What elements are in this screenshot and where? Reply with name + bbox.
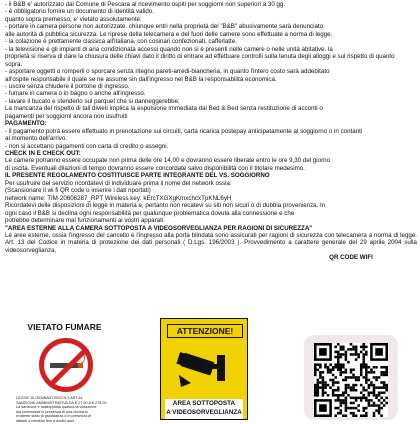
video-sign-line-1: AREA SOTTOPOSTA (172, 400, 236, 407)
rules-heading: IL PRESENTE REGOLAMENTO COSTITUISCE PARTE INTEGRANTE DEL VS. SOGGIORNO (5, 172, 270, 180)
payment-heading: PAGAMENTO: (5, 120, 47, 128)
payment-line: al momento dell'arrivo. (5, 135, 68, 143)
rule-line: - uscire senza chiudere il portone di ingresso. (5, 82, 130, 90)
video-paragraph: Le aree esterne, ossia l'ingresso del cancello e l'ingresso alla porta blindata sono assicurati per ragioni di sicurezza con telecamera a norma di legge. Art. 13 del Codice in materia di protezione dei dati personali ( D.Lgs. 196/2003 ). Provvedimento a carattere generale del 29 aprile 2004 sulla videosorveglianza. (5, 231, 417, 254)
rule-line: alle autorità di pubblica sicurezza. Le riprese della telecamera e del fuori delle camere sono effettuate a norma di legge. (5, 30, 333, 38)
video-sign-line-2: A VIDEOSORVEGLIANZA (166, 409, 242, 416)
video-sign-title: ATTENZIONE! (167, 324, 243, 338)
rule-line: - fumare in camera o in bagno o anche all'ingresso. (5, 90, 146, 98)
no-smoking-sign (12, 320, 117, 422)
payment-line: - il pagamento potrà essere effettuato in prenotazione sui circuiti, carta ricarica postepay anticipatamente al soggiorno o in contanti (5, 127, 363, 135)
reminder-line: ogni caso il B&B si declina ogni responsabilità per qualunque problematica dovuta alla connessione e che (5, 209, 295, 217)
reminder-line: potrebbe determinare mal funzionamenti ai vostri apparati. (5, 217, 165, 225)
rule-line: - la colazione è prettamente classica all'italiana, con cosinari confezionati, caffe/latte. (5, 38, 237, 46)
wifi-qr-code[interactable] (314, 343, 388, 417)
rule-line: - portare in camera persone non autorizzate. chiunque entri nella proprietà del "B&B" abusivamente sarà denunciato (5, 23, 324, 31)
rule-line: - il B&B e' autorizzato dal Comune di Pescara al ricevimento ospiti per soggiorni non superiori a 30 gg. (5, 1, 286, 8)
checkin-heading: CHECK IN E CHECK OUT: (5, 150, 81, 157)
rule-line: proprietà si riserva di dare la chiusura delle chiavi dato il diritto di entrare ad effettuare controlli sulla tenuta degli alloggi e sul rispetto di quanto (5, 53, 395, 61)
rule-line: quanto sopra premesso, e' vietato assolutamente: (5, 15, 142, 23)
video-surveillance-sign (160, 318, 248, 420)
no-smoking-icon (39, 338, 93, 392)
rule-line: sopra. (5, 60, 23, 68)
rule-line: - è obbligatorio fornire un documento di identità valido. (5, 8, 154, 16)
payment-line: - non si accettano pagamenti con carta di credito o assegni. (5, 142, 169, 150)
qr-label: QR CODE WIFI (329, 254, 373, 262)
rule-line: La mancanza del rispetto di tali divieti implica la espulsione immediata dal Bed & Bed senza restituzione di acconti o (5, 105, 323, 113)
rule-line: - asportare oggetti o romperli o sporcare senza ritegno pareti-arredi-biancheria, in quanto l'intero costo sarà addebitato (5, 68, 330, 76)
rule-line: - la televisione e gli impianti di aria condizionata accessi quando non si è presenti nelle camere o nelle unità abitative. la (5, 45, 333, 53)
wifi-network-line: network name: TIM-20606287_RPT Wireless key: kErcTXGXgKmxchcxTpKNL6yH (5, 194, 232, 202)
video-heading: "AREA ESTERNE ALLA CAMERA SOTTOPOSTA A VIDEOSORVEGLIANZA PER RAGIONI DI SICUREZZA" (5, 224, 313, 232)
no-smoking-title: VIETATO FUMARE (27, 322, 102, 332)
reminder-line: Ricordatevi delle disposizioni di legge in materia e, pertanto non recatevi su siti non sicuri o di dubbia provenienza. In (5, 202, 326, 210)
no-smoking-fine-print: LEGGE 16 GENNAIO 2003 N.3 ART.51 SANZIONE AMMINISTRATIVA DA € 27,50 A € 275,00 La sanzione è raddoppiata qualora la violazione sia commessa in presenza di una donna in evidente stato di gravidanza o in presenza di lattanti o bambini fino a dodici anni. (16, 396, 107, 423)
checkin-line: di uscita. Eventuali dilazioni di tempo dovranno essere concordate salvo disponibilità con il titolare medesimo. (5, 164, 305, 172)
checkin-line: Le camere potranno essere occupate non prima delle ore 14,00 e dovranno essere liberate entro le ore 9,30 del giorno (5, 157, 331, 165)
wifi-line: (Scansionare il wi fi QR code o inserire i dati riportati) (5, 187, 151, 195)
security-camera-icon (177, 349, 233, 389)
rule-line: all'ospite responsabile il quale se ne assume sin dall'ingresso nel B&B la responsabilità economica. (5, 75, 277, 83)
rule-line: - lavare il bucato e stenderlo sul parquet che si danneggerebbe; (5, 97, 180, 105)
wifi-line: Per usufruire del servizio ricordatevi di individuare prima il nome del network ossia: (5, 179, 232, 187)
rule-line: pagamenti per soggiorni ancora non usufruiti (5, 112, 128, 120)
